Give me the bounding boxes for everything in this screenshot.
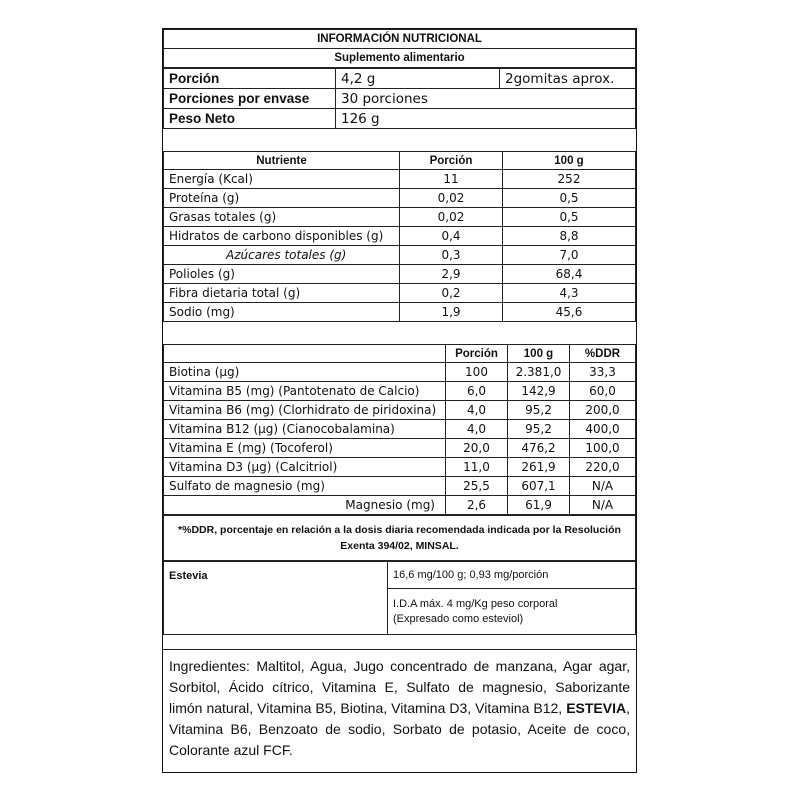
table-row — [164, 170, 636, 189]
table-row — [164, 265, 636, 284]
vitamin-ddr: 400,0 — [570, 420, 636, 439]
nutrient-porcion: 0,02 — [400, 208, 503, 227]
vitamin-ddr: 33,3 — [570, 363, 636, 382]
g100-header: 100 g — [503, 152, 636, 170]
nutrient-name: Energía (Kcal) — [164, 170, 400, 189]
vitamin-name: Vitamina D3 (µg) (Calcitriol) — [164, 458, 446, 477]
vit-porcion-header: Porción — [446, 345, 508, 363]
vitamin-100g: 95,2 — [508, 420, 570, 439]
spacer — [163, 129, 636, 151]
porcion-header: Porción — [400, 152, 503, 170]
table-row — [164, 382, 636, 401]
peso-label: Peso Neto — [164, 109, 336, 129]
vitamin-100g: 476,2 — [508, 439, 570, 458]
table-row — [164, 189, 636, 208]
vitamin-100g: 61,9 — [508, 496, 570, 515]
nutrient-100g: 7,0 — [503, 246, 636, 265]
table-row — [164, 477, 636, 496]
vitamin-header-blank — [164, 345, 446, 363]
vitamin-porcion: 4,0 — [446, 401, 508, 420]
vitamin-name: Biotina (µg) — [164, 363, 446, 382]
nutrient-100g: 8,8 — [503, 227, 636, 246]
ingredients-part-2: , Vitamina B6, Benzoato de sodio, Sorbato de potasio, Aceite de coco, Colorante azul FCF. — [169, 700, 630, 758]
spacer — [163, 635, 636, 649]
ingredients-text — [163, 649, 636, 767]
table-row — [164, 303, 636, 322]
footnote-table — [163, 515, 636, 561]
vitamin-ddr: N/A — [570, 477, 636, 496]
ddr-footnote — [164, 516, 636, 561]
vitamin-name: Vitamina B5 (mg) (Pantotenato de Calcio) — [164, 382, 446, 401]
nutrient-porcion: 0,02 — [400, 189, 503, 208]
summary-table — [163, 68, 636, 129]
table-row — [164, 227, 636, 246]
nutrient-porcion: 11 — [400, 170, 503, 189]
nutrient-name: Polioles (g) — [164, 265, 400, 284]
nutrient-name: Proteína (g) — [164, 189, 400, 208]
nutrient-100g: 68,4 — [503, 265, 636, 284]
envase-value: 30 porciones — [336, 89, 636, 109]
estevia-value-2 — [388, 589, 636, 635]
nutrient-name: Sodio (mg) — [164, 303, 400, 322]
vitamin-porcion: 25,5 — [446, 477, 508, 496]
envase-label: Porciones por envase — [164, 89, 336, 109]
porcion-value: 4,2 g — [336, 69, 500, 89]
vitamin-ddr: N/A — [570, 496, 636, 515]
vit-g100-header: 100 g — [508, 345, 570, 363]
nutrient-100g: 45,6 — [503, 303, 636, 322]
nutrient-porcion: 0,4 — [400, 227, 503, 246]
vitamin-ddr: 220,0 — [570, 458, 636, 477]
table-row — [164, 458, 636, 477]
nutrient-name: Grasas totales (g) — [164, 208, 400, 227]
vitamin-ddr: 100,0 — [570, 439, 636, 458]
vitamin-ddr: 200,0 — [570, 401, 636, 420]
table-row — [164, 363, 636, 382]
spacer — [163, 322, 636, 344]
nutrient-name: Fibra dietaria total (g) — [164, 284, 400, 303]
vitamin-name: Vitamina B12 (µg) (Cianocobalamina) — [164, 420, 446, 439]
peso-value: 126 g — [336, 109, 636, 129]
vitamin-100g: 142,9 — [508, 382, 570, 401]
estevia-ida: I.D.A máx. 4 mg/Kg peso corporal — [393, 597, 558, 610]
vitamin-porcion: 2,6 — [446, 496, 508, 515]
estevia-note: (Expresado como esteviol) — [393, 612, 524, 625]
vitamin-porcion: 100 — [446, 363, 508, 382]
nutrient-100g: 252 — [503, 170, 636, 189]
nutrient-100g: 0,5 — [503, 208, 636, 227]
vitamin-100g: 607,1 — [508, 477, 570, 496]
nutrient-name: Azúcares totales (g) — [164, 246, 400, 265]
vitamin-name: Vitamina B6 (mg) (Clorhidrato de piridoxina) — [164, 401, 446, 420]
vitamin-100g: 95,2 — [508, 401, 570, 420]
vitamin-porcion: 11,0 — [446, 458, 508, 477]
table-row — [164, 439, 636, 458]
table-row — [164, 208, 636, 227]
ingredients-part-1: Ingredientes: Maltitol, Agua, Jugo concentrado de manzana, Agar agar, Sorbitol, Ácido cítrico, Vitamina E, Sulfato de magnesio, Saborizante limón natural, Vitamina B5, Biotina, Vitamina D3, Vitamina B12, — [169, 658, 630, 716]
table-row — [164, 401, 636, 420]
nutrition-label — [162, 28, 637, 773]
vitamin-name: Vitamina E (mg) (Tocoferol) — [164, 439, 446, 458]
nutrient-100g: 0,5 — [503, 189, 636, 208]
estevia-value-1: 16,6 mg/100 g; 0,93 mg/porción — [388, 562, 636, 589]
table-row — [164, 496, 636, 515]
nutrient-header: Nutriente — [164, 152, 400, 170]
label-header — [163, 29, 636, 68]
porcion-extra: 2gomitas aprox. — [500, 69, 636, 89]
vitamin-porcion: 4,0 — [446, 420, 508, 439]
nutrient-porcion: 0,2 — [400, 284, 503, 303]
nutrient-name: Hidratos de carbono disponibles (g) — [164, 227, 400, 246]
footnote-line-1: *%DDR, porcentaje en relación a la dosis diaria recomendada indicada por la Resolución — [178, 524, 621, 536]
nutrient-porcion: 0,3 — [400, 246, 503, 265]
table-row — [164, 284, 636, 303]
vitamin-100g: 261,9 — [508, 458, 570, 477]
nutrient-porcion: 2,9 — [400, 265, 503, 284]
estevia-table — [163, 561, 636, 635]
vitamin-name: Sulfato de magnesio (mg) — [164, 477, 446, 496]
footnote-line-2: Exenta 394/02, MINSAL. — [340, 540, 459, 552]
vitamin-porcion: 6,0 — [446, 382, 508, 401]
nutrient-100g: 4,3 — [503, 284, 636, 303]
label-subtitle: Suplemento alimentario — [164, 49, 636, 68]
table-row — [164, 246, 636, 265]
vitamin-name: Magnesio (mg) — [164, 496, 446, 515]
vit-ddr-header: %DDR — [570, 345, 636, 363]
porcion-label: Porción — [164, 69, 336, 89]
vitamin-100g: 2.381,0 — [508, 363, 570, 382]
vitamin-porcion: 20,0 — [446, 439, 508, 458]
vitamins-table — [163, 344, 636, 515]
vitamin-ddr: 60,0 — [570, 382, 636, 401]
table-row — [164, 420, 636, 439]
nutrients-table — [163, 151, 636, 322]
nutrient-porcion: 1,9 — [400, 303, 503, 322]
estevia-label: Estevia — [164, 562, 388, 635]
ingredients-bold: ESTEVIA — [566, 700, 627, 716]
label-title: INFORMACIÓN NUTRICIONAL — [164, 30, 636, 49]
